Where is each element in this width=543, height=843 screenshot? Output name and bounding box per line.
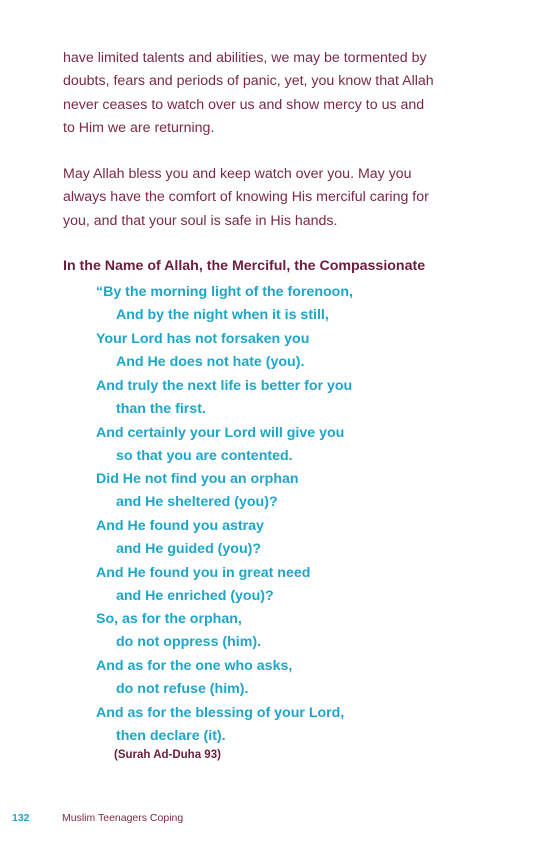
verse-line: and He sheltered (you)? xyxy=(116,494,278,510)
running-footer-title: Muslim Teenagers Coping xyxy=(62,812,184,824)
verse-line: and He enriched (you)? xyxy=(116,588,274,604)
paragraph-line: have limited talents and abilities, we may be tormented by xyxy=(63,50,427,66)
verse-line: “By the morning light of the forenoon, xyxy=(96,284,353,300)
verse-line: than the first. xyxy=(116,401,206,417)
verse-line: And by the night when it is still, xyxy=(116,307,329,323)
page-number: 132 xyxy=(12,812,30,824)
verse-line: And He does not hate (you). xyxy=(116,354,305,370)
verse-line: Your Lord has not forsaken you xyxy=(96,331,310,347)
paragraph-line: never ceases to watch over us and show mercy to us and xyxy=(63,96,425,113)
verse-line: and He guided (you)? xyxy=(116,541,262,557)
verse-line: So, as for the orphan, xyxy=(96,611,242,627)
verse-line: do not oppress (him). xyxy=(116,634,262,650)
verse-line: And He found you in great need xyxy=(96,565,311,581)
verse-line: do not refuse (him). xyxy=(116,681,249,697)
paragraph-line: May Allah bless you and keep watch over you. May you xyxy=(63,166,412,182)
verse-line: And He found you astray xyxy=(96,518,264,534)
paragraph-line: to Him we are returning. xyxy=(63,120,215,137)
verse-line: And as for the blessing of your Lord, xyxy=(96,705,345,721)
verse-line: And as for the one who asks, xyxy=(96,658,293,674)
surah-heading: In the Name of Allah, the Merciful, the Compassionate xyxy=(63,258,426,274)
paragraph-line: doubts, fears and periods of panic, yet, you know that Allah xyxy=(63,73,434,90)
paragraph-line: you, and that your soul is safe in His hands. xyxy=(63,212,338,229)
paragraph-line: always have the comfort of knowing His merciful caring for xyxy=(63,189,429,206)
verse-line: then declare (it). xyxy=(116,728,226,744)
paragraph-intro xyxy=(63,47,483,141)
paragraph-blessing xyxy=(63,163,483,233)
verse-line: And truly the next life is better for you xyxy=(96,378,353,394)
verse-line: so that you are contented. xyxy=(116,448,293,464)
surah-citation: (Surah Ad-Duha 93) xyxy=(114,749,221,761)
verse-line: And certainly your Lord will give you xyxy=(96,425,345,441)
verse-line: Did He not find you an orphan xyxy=(96,471,299,487)
